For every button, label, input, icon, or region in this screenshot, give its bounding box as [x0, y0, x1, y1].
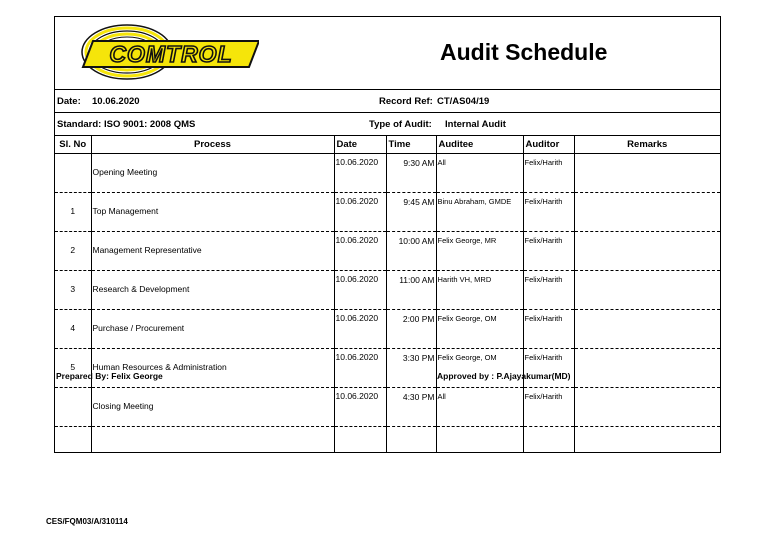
cell-sl: 1 [55, 193, 91, 232]
standard-text: Standard: ISO 9001: 2008 QMS [57, 119, 196, 130]
table-row [55, 349, 720, 388]
cell-process: Top Management [91, 193, 334, 232]
cell-auditor: Felix/Harith [523, 310, 574, 349]
prepared-by: Prepared By: Felix George [56, 371, 163, 381]
col-auditor: Auditor [523, 136, 574, 154]
record-ref-value: CT/AS04/19 [437, 96, 490, 107]
audit-type-value: Internal Audit [445, 119, 506, 130]
cell-sl: 2 [55, 232, 91, 271]
cell-process: Research & Development [91, 271, 334, 310]
cell-date: 10.06.2020 [334, 154, 386, 193]
cell-process: Closing Meeting [91, 388, 334, 427]
audit-type-label: Type of Audit: [369, 119, 432, 130]
cell-auditor: Felix/Harith [523, 232, 574, 271]
table-row [55, 271, 720, 310]
cell-time: 3:30 PM [386, 349, 436, 388]
cell-auditor: Felix/Harith [523, 271, 574, 310]
document-reference: CES/FQM03/A/310114 [46, 517, 128, 526]
comtrol-logo [79, 21, 259, 88]
col-remarks: Remarks [574, 136, 720, 154]
cell-auditee: Felix George, OM [436, 310, 523, 349]
info-row-date [55, 90, 720, 113]
cell-date: 10.06.2020 [334, 388, 386, 427]
table-row [55, 154, 720, 193]
col-process: Process [91, 136, 334, 154]
date-value: 10.06.2020 [92, 96, 140, 107]
record-ref-label: Record Ref: [379, 96, 433, 107]
cell-auditee: Felix George, OM [436, 349, 523, 388]
col-sl: Sl. No [55, 136, 91, 154]
cell-date: 10.06.2020 [334, 232, 386, 271]
cell-date: 10.06.2020 [334, 349, 386, 388]
cell-remarks [574, 388, 720, 427]
table-row [55, 193, 720, 232]
cell-process: Purchase / Procurement [91, 310, 334, 349]
cell-time: 10:00 AM [386, 232, 436, 271]
info-row-standard [55, 113, 720, 136]
header [55, 17, 720, 90]
cell-time: 9:45 AM [386, 193, 436, 232]
cell-remarks [574, 193, 720, 232]
cell-remarks [574, 154, 720, 193]
cell-time: 2:00 PM [386, 310, 436, 349]
cell-process: Human Resources & Administration [91, 349, 334, 388]
table-row [55, 232, 720, 271]
cell-process: Management Representative [91, 232, 334, 271]
table-header-row [55, 136, 720, 154]
approved-by: Approved by : P.Ajayakumar(MD) [437, 371, 571, 381]
col-auditee: Auditee [436, 136, 523, 154]
col-time: Time [386, 136, 436, 154]
cell-sl: 3 [55, 271, 91, 310]
cell-sl [55, 154, 91, 193]
cell-auditee: All [436, 154, 523, 193]
col-date: Date [334, 136, 386, 154]
date-label: Date: [57, 96, 81, 107]
schedule-table [55, 136, 720, 452]
cell-sl [55, 388, 91, 427]
cell-time: 9:30 AM [386, 154, 436, 193]
cell-auditee: All [436, 388, 523, 427]
cell-auditee: Harith VH, MRD [436, 271, 523, 310]
cell-date: 10.06.2020 [334, 271, 386, 310]
cell-sl: 4 [55, 310, 91, 349]
cell-auditor: Felix/Harith [523, 388, 574, 427]
table-row-empty [55, 427, 720, 453]
table-row [55, 310, 720, 349]
cell-process: Opening Meeting [91, 154, 334, 193]
cell-auditee: Felix George, MR [436, 232, 523, 271]
cell-date: 10.06.2020 [334, 193, 386, 232]
svg-text:COMTROL: COMTROL [109, 41, 233, 67]
cell-auditor: Felix/Harith [523, 349, 574, 388]
cell-remarks [574, 349, 720, 388]
audit-schedule-sheet [54, 16, 721, 453]
cell-auditee: Binu Abraham, GMDE [436, 193, 523, 232]
cell-remarks [574, 271, 720, 310]
cell-auditor: Felix/Harith [523, 154, 574, 193]
cell-time: 4:30 PM [386, 388, 436, 427]
cell-time: 11:00 AM [386, 271, 436, 310]
cell-sl: 5 [55, 349, 91, 388]
cell-remarks [574, 232, 720, 271]
table-row [55, 388, 720, 427]
cell-date: 10.06.2020 [334, 310, 386, 349]
cell-auditor: Felix/Harith [523, 193, 574, 232]
cell-remarks [574, 310, 720, 349]
page-title: Audit Schedule [440, 39, 608, 65]
